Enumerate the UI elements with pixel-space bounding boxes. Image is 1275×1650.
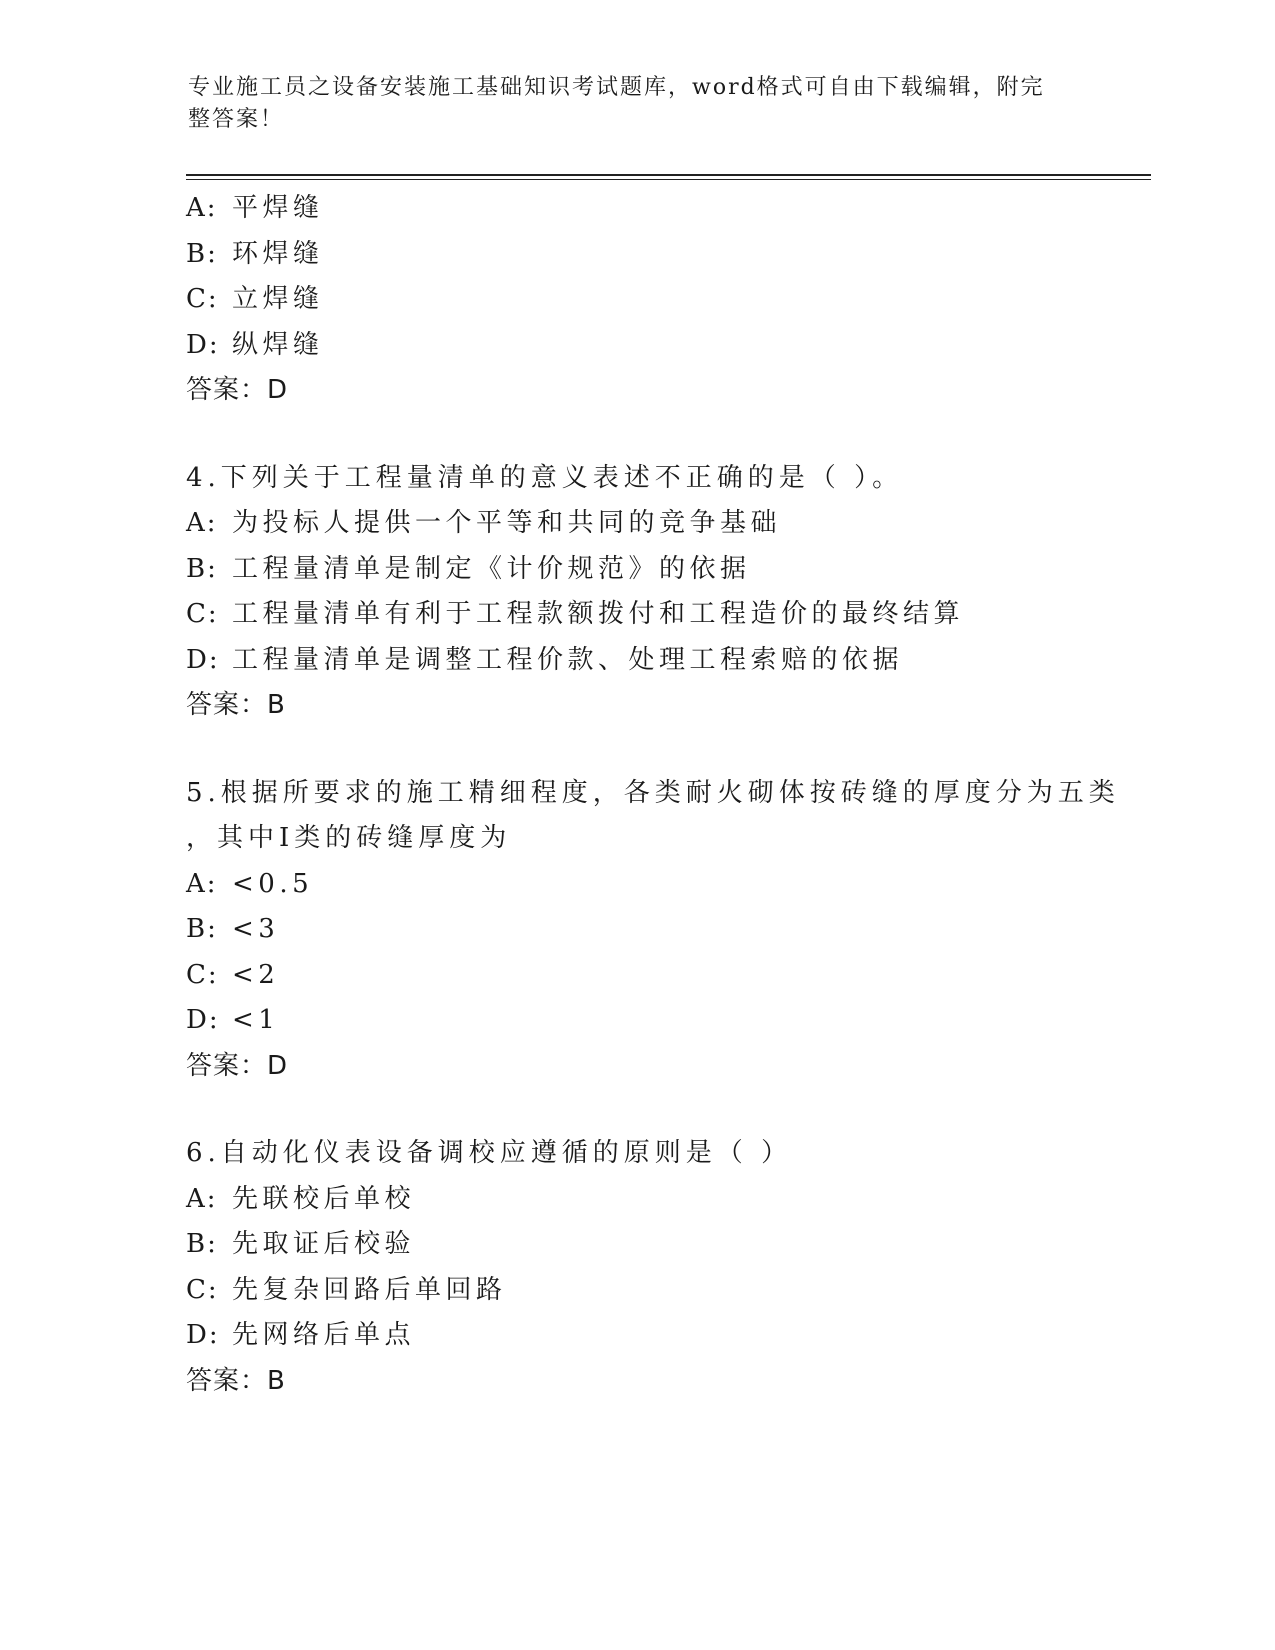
option-d: D: <1 xyxy=(186,1005,280,1035)
header-title-line-1: 专业施工员之设备安装施工基础知识考试题库，word格式可自由下载编辑，附完 xyxy=(188,75,1045,100)
option-c: C: 先复杂回路后单回路 xyxy=(186,1274,507,1305)
option-c: C: <2 xyxy=(186,959,280,990)
option-b: B: 工程量清单是制定《计价规范》的依据 xyxy=(186,553,751,584)
question-stem-continued: ，其中I类的砖缝厚度为 xyxy=(186,823,512,853)
option-d: D: 先网络后单点 xyxy=(186,1320,416,1350)
option-a: A: <0.5 xyxy=(186,868,314,899)
option-b: B: 先取证后校验 xyxy=(186,1229,416,1259)
document-header xyxy=(188,72,1068,136)
answer: 答案：B xyxy=(186,690,286,720)
option-d: D: 工程量清单是调整工程价款、处理工程索赔的依据 xyxy=(186,644,904,675)
option-c: C: 立焊缝 xyxy=(186,284,324,314)
answer: 答案：D xyxy=(186,1050,289,1081)
option-a: A: 平焊缝 xyxy=(186,193,324,223)
option-a: A: 先联校后单校 xyxy=(186,1183,416,1214)
question-block xyxy=(186,771,1146,1090)
option-d: D: 纵焊缝 xyxy=(186,329,324,360)
answer: 答案：D xyxy=(186,375,289,405)
question-stem: 6.自动化仪表设备调校应遵循的原则是（ ） xyxy=(186,1138,793,1168)
option-a: A: 为投标人提供一个平等和共同的竞争基础 xyxy=(186,508,782,538)
question-block xyxy=(186,1131,1146,1404)
header-divider xyxy=(186,174,1151,180)
question-block xyxy=(186,456,1146,729)
question-block xyxy=(186,186,1146,414)
answer: 答案：B xyxy=(186,1365,286,1396)
question-stem: 4.下列关于工程量清单的意义表述不正确的是（ ）。 xyxy=(186,462,904,493)
question-stem: 5.根据所要求的施工精细程度，各类耐火砌体按砖缝的厚度分为五类 xyxy=(186,777,1120,808)
question-list xyxy=(186,186,1146,1404)
option-b: B: <3 xyxy=(186,914,280,944)
header-title-line-2: 整答案！ xyxy=(188,107,285,132)
option-c: C: 工程量清单有利于工程款额拨付和工程造价的最终结算 xyxy=(186,599,965,629)
option-b: B: 环焊缝 xyxy=(186,238,324,269)
